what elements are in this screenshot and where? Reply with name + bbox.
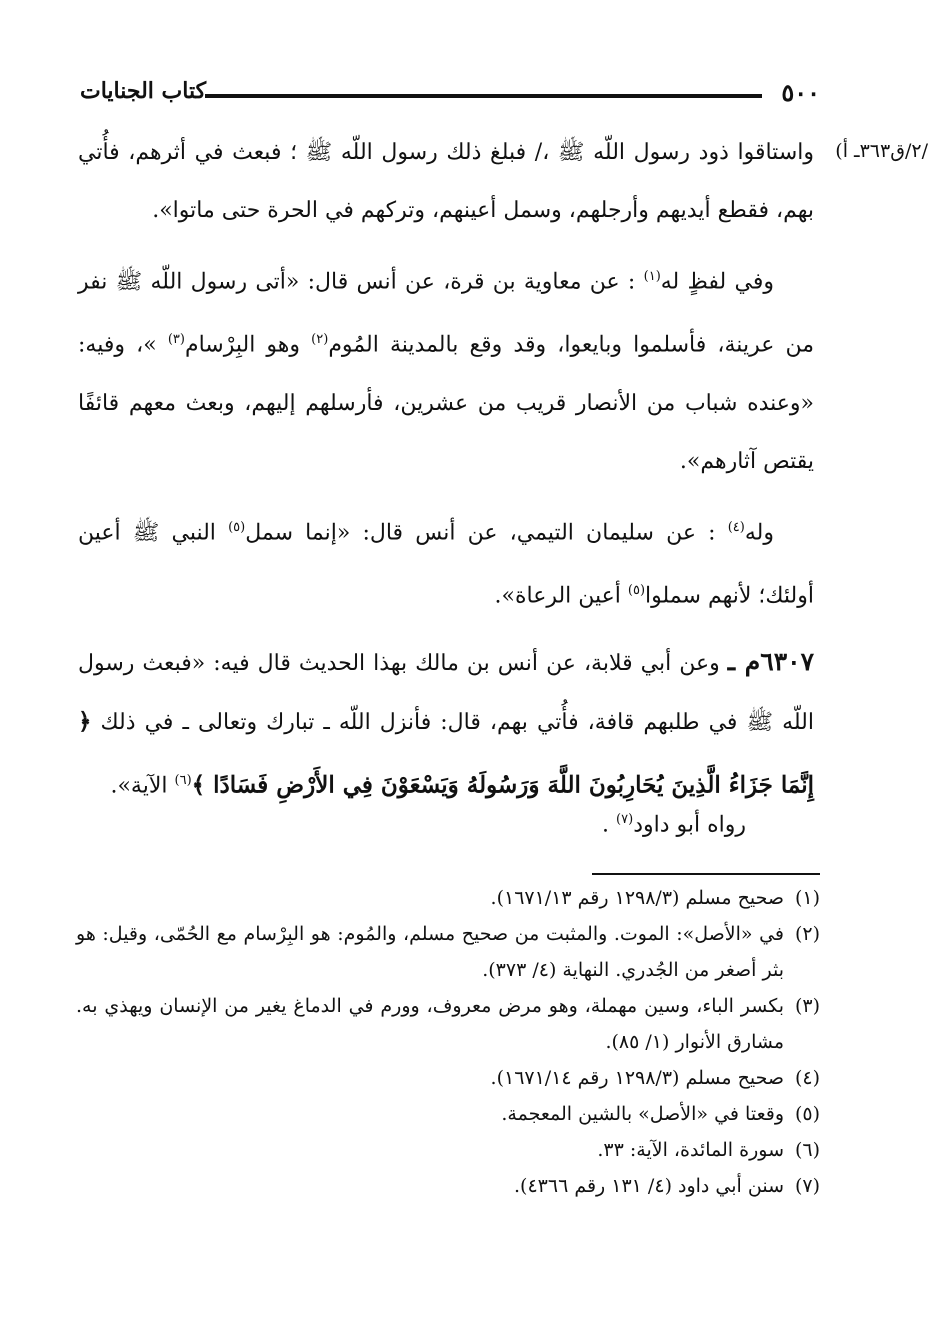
- paragraph-2-part-d: »، وفيه: «وعنده شباب من الأنصار قريب من عشرين، فأرسلهم إليهم، وبعث معهم قائفًا يقتص آثارهم».: [78, 332, 814, 474]
- paragraph-1: واستاقوا ذود رسول اللّه ﷺ ،/ فبلغ ذلك رسول اللّه ﷺ ؛ فبعث في أثرهم، فأُتي بهم، فقطع أيديهم وأرجلهم، وسمل أعينهم، وتركهم في الحرة حتى ماتوا».: [78, 140, 814, 223]
- paragraph-4-part-b: الآية».: [110, 773, 175, 799]
- footnote-ref-6[interactable]: (٦): [174, 773, 192, 789]
- footnote-separator: [592, 873, 820, 875]
- footnote-ref-1[interactable]: (١): [643, 269, 661, 284]
- narrator-line: [602, 812, 746, 837]
- footnote-number: (١): [794, 887, 820, 909]
- quran-verse: ﴿ إِنَّمَا جَزَاءُ الَّذِينَ يُحَارِبُونَ اللَّهَ وَرَسُولَهُ وَيَسْعَوْنَ فِي الأَرْضِ فَسَادًا ﴾: [78, 708, 814, 799]
- footnote-2: [76, 916, 820, 988]
- book-title: كتاب الجنايات: [80, 78, 207, 104]
- footnote-7: [76, 1168, 820, 1204]
- footnote-4: [76, 1060, 820, 1096]
- main-text: [78, 124, 814, 824]
- footnote-text: صحيح مسلم (١٢٩٨/٣ رقم ١٦٧١/١٤).: [490, 1067, 784, 1089]
- paragraph-3: [78, 499, 814, 626]
- footnote-text: بكسر الباء، وسين مهملة، وهو مرض معروف، وورم في الدماغ يغير من الإنسان ويهذي به. مشارق الأنوار (١/ ٨٥).: [76, 995, 784, 1053]
- running-header: [80, 78, 820, 112]
- paragraph-2: [78, 248, 814, 491]
- footnote-text: صحيح مسلم (١٢٩٨/٣ رقم ١٦٧١/١٣).: [490, 887, 784, 909]
- footnote-number: (٦): [794, 1139, 820, 1161]
- page-number: ٥٠٠: [781, 78, 820, 107]
- footnote-ref-7[interactable]: (٧): [616, 812, 634, 827]
- footnote-ref-5b[interactable]: (٥): [627, 582, 646, 598]
- paragraph-2-part-c: وهو البِرْسام: [184, 332, 312, 358]
- paragraph-3-part-c: النبي ﷺ أعين أولئك؛ لأنهم سملوا: [78, 519, 814, 609]
- footnote-text: وقعتا في «الأصل» بالشين المعجمة.: [501, 1103, 784, 1125]
- footnotes: [76, 880, 820, 1204]
- footnote-number: (٤): [794, 1067, 820, 1089]
- paragraph-3-part-a: وله: [744, 519, 774, 545]
- footnote-number: (٧): [794, 1175, 820, 1197]
- footnote-1: [76, 880, 820, 916]
- paragraph-3-part-b: : عن سليمان التيمي، عن أنس قال: «إنما سمل: [245, 519, 728, 545]
- header-rule: [205, 94, 762, 98]
- footnote-number: (٥): [794, 1103, 820, 1125]
- footnote-text: في «الأصل»: الموت. والمثبت من صحيح مسلم، والمُوم: هو البِرْسام مع الحُمّى، وقيل: هو بثر أصغر من الجُدري. النهاية (٤/ ٣٧٣).: [76, 923, 784, 981]
- footnote-5: [76, 1096, 820, 1132]
- footnote-6: [76, 1132, 820, 1168]
- footnote-text: سنن أبي داود (٤/ ١٣١ رقم ٤٣٦٦).: [514, 1175, 784, 1197]
- narrator-text: رواه أبو داود: [633, 812, 746, 838]
- footnote-number: (٣): [794, 995, 820, 1017]
- paragraph-2-part-a: وفي لفظٍ له: [660, 269, 774, 295]
- footnote-ref-2[interactable]: (٢): [311, 332, 329, 348]
- narrator-end: .: [602, 812, 617, 838]
- hadith-number: ٦٣٠٧م ـ: [727, 647, 814, 677]
- margin-reference: /٢/ق٣٦٣ـ أ): [835, 140, 928, 162]
- footnote-ref-4[interactable]: (٤): [727, 519, 745, 535]
- paragraph-4-part-a: وعن أبي قلابة، عن أنس بن مالك بهذا الحديث قال فيه: «فبعث رسول اللّه ﷺ في طلبهم قافة، فأُتي بهم، قال: فأنزل اللّه ـ تبارك وتعالى ـ في ذلك: [78, 651, 814, 736]
- footnote-3: [76, 988, 820, 1060]
- footnote-ref-3[interactable]: (٣): [167, 332, 185, 348]
- footnote-text: سورة المائدة، الآية: ٣٣.: [597, 1139, 784, 1161]
- paragraph-4: [78, 633, 814, 815]
- footnote-number: (٢): [794, 923, 820, 945]
- paragraph-3-part-d: أعين الرعاة».: [494, 583, 628, 609]
- footnote-ref-5[interactable]: (٥): [228, 519, 246, 535]
- paragraph-2-part-b: : عن معاوية بن قرة، عن أنس قال: «أتى رسول اللّه ﷺ نفر من عرينة، فأسلموا وبايعوا، وقد وقع بالمدينة المُوم: [78, 269, 814, 358]
